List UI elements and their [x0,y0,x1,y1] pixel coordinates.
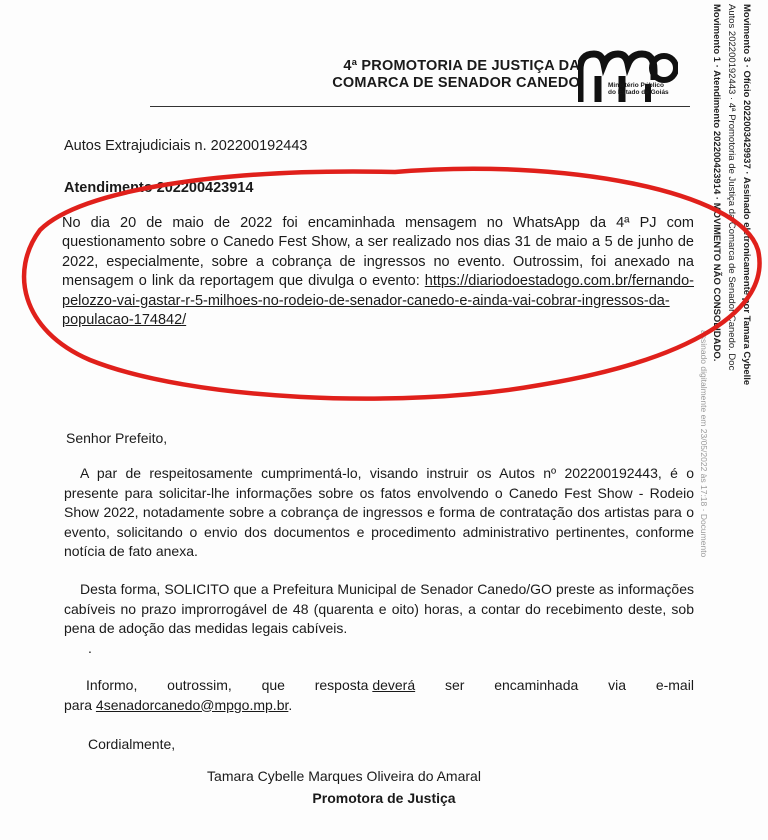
solicitation-paragraph: Desta forma, SOLICITO que a Prefeitura Municipal de Senador Canedo/GO preste as informações cabíveis no prazo improrrogável de 48 (quarenta e oito) horas, a contar do recebimento deste, sob pena de adoção das medidas legais cabíveis. [64,581,694,636]
signer-role: Promotora de Justiça [312,790,456,806]
word [315,676,415,696]
word: e-mail [655,677,694,693]
logo-caption-line-1: Ministério Público [608,82,664,89]
letterhead [150,46,690,106]
side-stamp-1: Movimento 3 · Ofício 202200342993​7 · Assinado eletronicamente por Tamara Cybelle [741,4,752,386]
signer-name: Tamara Cybelle Marques Oliveira do Amaral [207,768,481,784]
side-stamp-3: Movimento 1 · Atendimento 202200423914 · MOVIMENTO NÃO CONSOLIDADO. [711,4,722,362]
salutation: Senhor Prefeito, [66,430,168,446]
side-stamp-2: Autos 202200192443 · 4ª Promotoria de Justiça da Comarca de Senador Canedo. Doc [726,4,737,371]
word: ser [444,677,465,693]
closing: Cordialmente, [88,736,176,752]
logo-caption-line-2: do Estado de Goiás [608,89,669,96]
word: Informo, [86,677,138,693]
letterhead-line-1: 4ª PROMOTORIA DE JUSTIÇA DA [343,58,580,74]
attendance-text: No dia 20 de maio de 2022 foi encaminhada mensagem no WhatsApp da 4ª PJ com questionamento sobre o Canedo Fest Show, a ser realizado nos dias 31 de maio a 5 de junho de 2022, especialmente, sobre a cobrança de ingressos no evento. Outrossim, foi anexado na mensagem o link da reportagem que divulga o evento: [62,215,694,290]
response-paragraph [64,676,694,715]
logo-caption [608,82,669,96]
attendance-number: Atendimento 202200423914 [64,180,254,196]
letterhead-line-2: COMARCA DE SENADOR CANEDO [332,75,580,91]
word: encaminhada [494,677,579,693]
case-number: Autos Extrajudiciais n. 202200192443 [64,138,308,154]
attendance-paragraph [62,214,694,330]
response-line-2 [64,696,694,716]
response-line-1 [64,676,694,696]
email-link[interactable]: 4senadorcanedo@mpgo.mp.br [95,696,289,713]
email-suffix: . [288,696,293,713]
word: outrossim, [167,677,232,693]
request-paragraph: A par de respeitosamente cumprimentá-lo, visando instruir os Autos nº 202200192443, é o presente para solicitar-lhe informações sobre os fatos envolvendo o Canedo Fest Show - Rodeio Show 2022, notadamente sobre a cobrança de ingressos e forma de contratação dos artistas para o evento, solicitando o envio dos documentos e procedimento administrativo pertinentes, conforme notícia de fato anexa. [64,465,694,559]
report-link[interactable]: https://diariodoestadogo.com.br/fernando-pelozzo-vai-gastar-r-5-milhoes-no-rodeio-de-senador-canedo-e-ainda-vai-cobrar-ingressos-da-populacao-174842/ [62,273,694,329]
word-devera: deverá [372,677,416,693]
word-resposta: resposta [314,677,369,693]
word: que [261,677,285,693]
letterhead-title [332,58,580,92]
stray-dot: . [88,640,92,656]
word: via [608,677,626,693]
header-divider [150,106,690,107]
email-prefix: para [64,696,96,713]
side-stamp-4: assinado digitalmente em 23/05/2022 às 17:18 · Documento [699,330,709,558]
